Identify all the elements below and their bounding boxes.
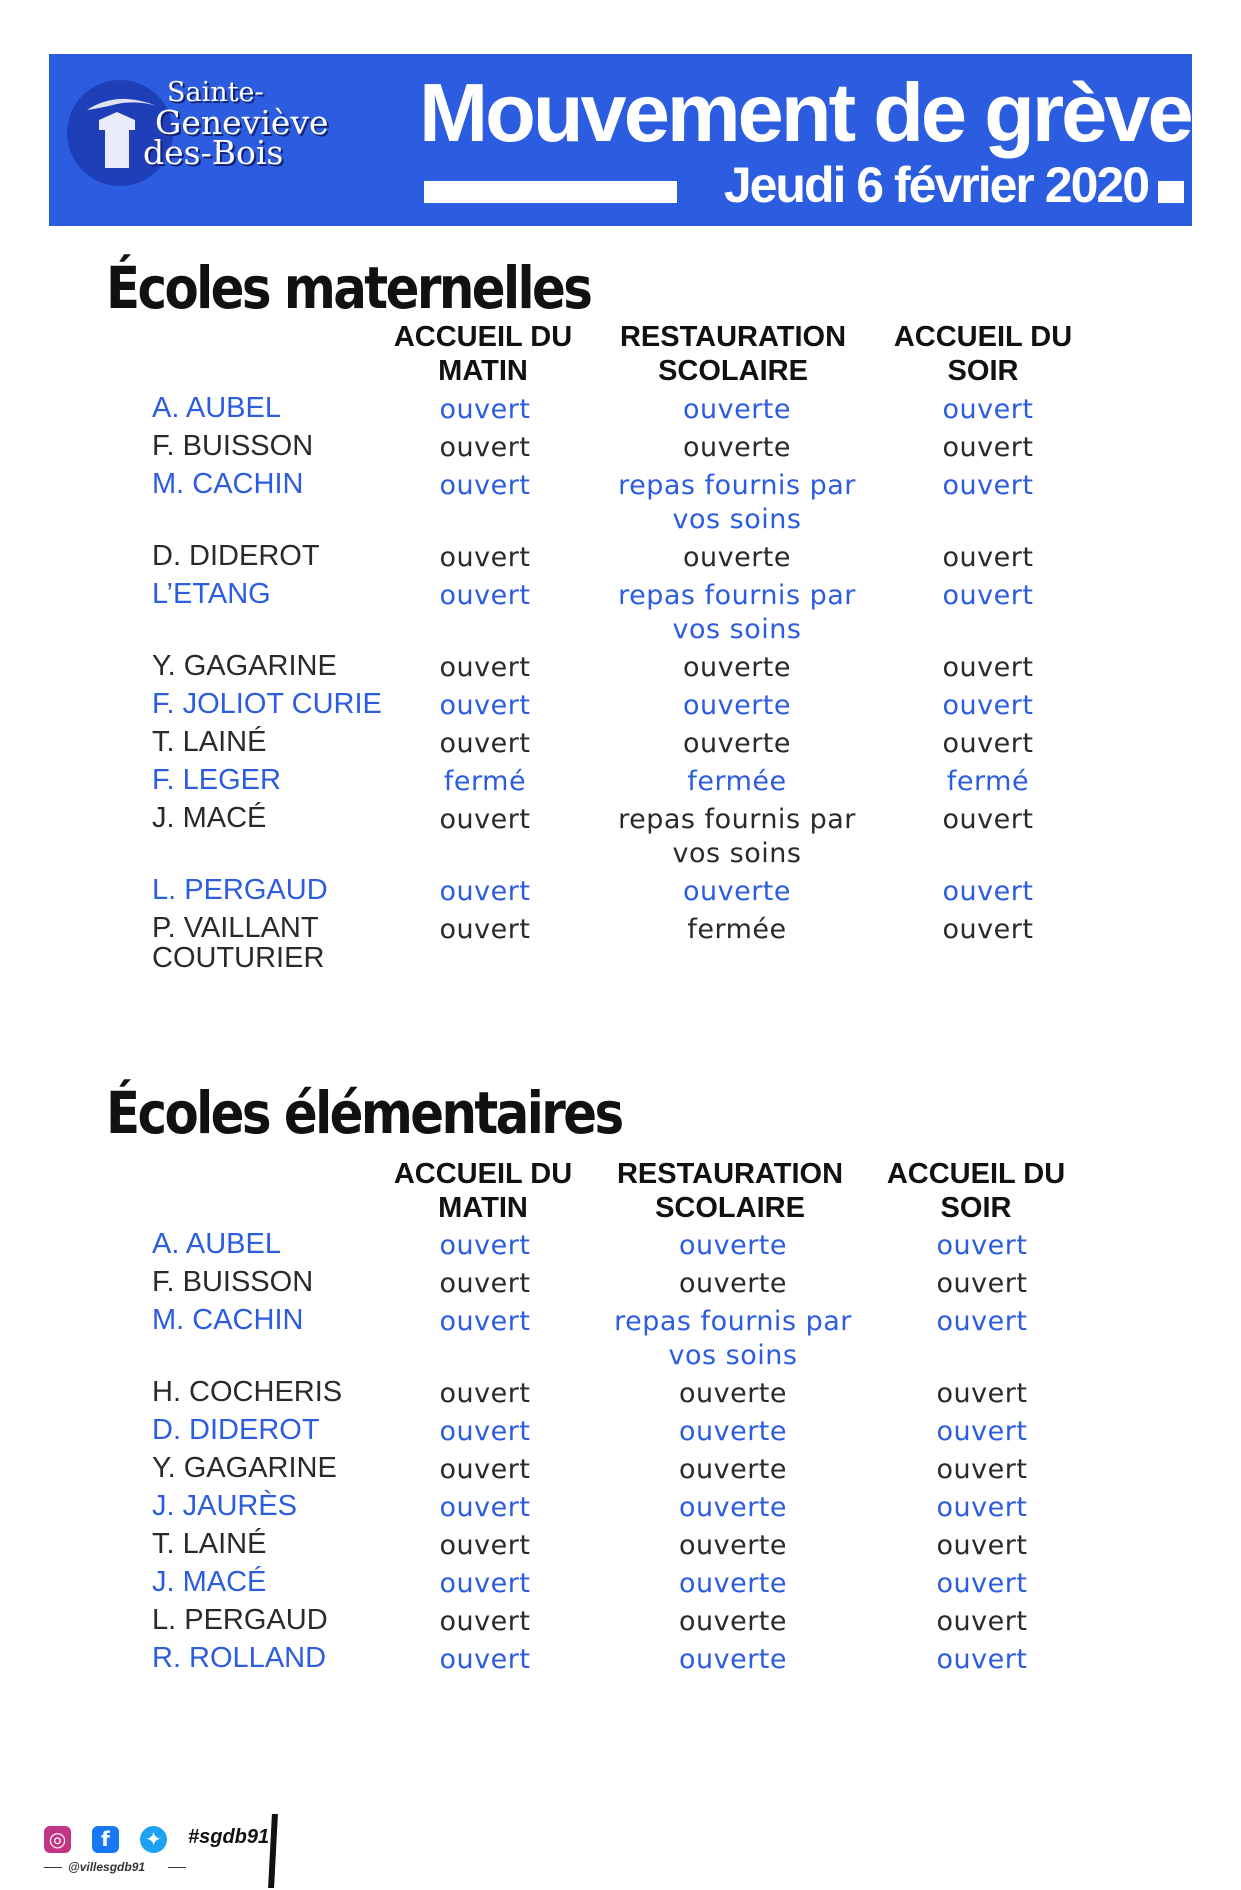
hashtag: #sgdb91 [188, 1826, 270, 1848]
school-name: L. PERGAUD [152, 1604, 328, 1636]
table-row [0, 1529, 1241, 1567]
cell-restauration: repas fournis par vos soins [618, 580, 856, 645]
table-row [0, 1229, 1241, 1267]
cell-restauration: ouverte [682, 652, 792, 683]
table-row [0, 727, 1241, 765]
cell-restauration: ouverte [682, 432, 792, 463]
cell-accueil-matin: ouvert [439, 1268, 531, 1299]
cell-accueil-soir: ouvert [936, 1454, 1028, 1485]
cell-accueil-soir: fermé [946, 766, 1030, 797]
cell-accueil-matin: ouvert [439, 1378, 531, 1409]
cell-accueil-matin: fermé [443, 766, 527, 797]
cell-restauration: ouverte [682, 542, 792, 573]
cell-accueil-soir: ouvert [942, 690, 1034, 721]
table-row [0, 1453, 1241, 1491]
brush-stroke [268, 1814, 278, 1888]
cell-restauration: ouverte [682, 690, 792, 721]
table-row [0, 1377, 1241, 1415]
logo-line-3: des-Bois [143, 133, 284, 172]
table-row [0, 1643, 1241, 1681]
cell-accueil-soir: ouvert [936, 1568, 1028, 1599]
table-row [0, 1605, 1241, 1643]
school-name: T. LAINÉ [152, 726, 267, 758]
footer [44, 1818, 304, 1878]
cell-restauration: ouverte [678, 1454, 788, 1485]
cell-restauration: ouverte [682, 876, 792, 907]
cell-accueil-matin: ouvert [439, 728, 531, 759]
school-name: R. ROLLAND [152, 1642, 327, 1674]
table-row [0, 541, 1241, 579]
cell-restauration: ouverte [678, 1606, 788, 1637]
cell-accueil-matin: ouvert [439, 804, 531, 835]
school-name: Y. GAGARINE [152, 650, 337, 682]
table-row [0, 765, 1241, 803]
school-name: F. LEGER [152, 764, 281, 796]
cell-accueil-soir: ouvert [942, 394, 1034, 425]
cell-restauration: ouverte [678, 1492, 788, 1523]
cell-accueil-matin: ouvert [439, 1454, 531, 1485]
school-name: M. CACHIN [152, 1304, 304, 1336]
facebook-icon[interactable]: f [92, 1826, 119, 1853]
page-title: Mouvement de grève [419, 66, 1191, 159]
cell-accueil-soir: ouvert [942, 876, 1034, 907]
table-elementaires [0, 1229, 1241, 1681]
cell-restauration: ouverte [678, 1230, 788, 1261]
social-handle: @villesgdb91 [68, 1860, 146, 1874]
cell-restauration: ouverte [682, 394, 792, 425]
cell-accueil-matin: ouvert [439, 1644, 531, 1675]
table-row [0, 579, 1241, 651]
table-row [0, 803, 1241, 875]
school-name: T. LAINÉ [152, 1528, 267, 1560]
cell-accueil-matin: ouvert [439, 652, 531, 683]
cell-restauration: fermée [687, 914, 787, 945]
cell-accueil-soir: ouvert [936, 1492, 1028, 1523]
cell-restauration: ouverte [678, 1530, 788, 1561]
cell-restauration: fermée [687, 766, 787, 797]
cell-restauration: ouverte [678, 1568, 788, 1599]
logo-line-2: Geneviève [155, 103, 329, 142]
table-maternelles [0, 393, 1241, 985]
cell-restauration: ouverte [678, 1268, 788, 1299]
cell-accueil-matin: ouvert [439, 394, 531, 425]
cell-accueil-matin: ouvert [439, 690, 531, 721]
table-row [0, 469, 1241, 541]
table-row [0, 1267, 1241, 1305]
cell-accueil-soir: ouvert [942, 542, 1034, 573]
school-name: Y. GAGARINE [152, 1452, 337, 1484]
page-date: Jeudi 6 février 2020 [723, 157, 1148, 213]
cell-accueil-soir: ouvert [936, 1644, 1028, 1675]
school-name: A. AUBEL [152, 1228, 281, 1260]
col-header-matin: ACCUEIL DU MATIN [393, 1158, 573, 1224]
school-name: H. COCHERIS [152, 1376, 343, 1408]
school-name: P. VAILLANT COUTURIER [152, 912, 325, 974]
table-row [0, 1305, 1241, 1377]
table-row [0, 1567, 1241, 1605]
school-name: L’ETANG [152, 578, 271, 610]
cell-accueil-soir: ouvert [942, 470, 1034, 501]
cell-accueil-soir: ouvert [936, 1306, 1028, 1337]
cell-accueil-soir: ouvert [936, 1230, 1028, 1261]
school-name: J. MACÉ [152, 1566, 267, 1598]
table-row [0, 875, 1241, 913]
cell-accueil-matin: ouvert [439, 1306, 531, 1337]
cell-restauration: ouverte [678, 1416, 788, 1447]
cell-accueil-matin: ouvert [439, 432, 531, 463]
school-name: J. JAURÈS [152, 1490, 298, 1522]
divider [44, 1867, 62, 1868]
table-row [0, 431, 1241, 469]
table-row [0, 393, 1241, 431]
col-header-matin: ACCUEIL DU MATIN [393, 321, 573, 387]
cell-accueil-soir: ouvert [936, 1416, 1028, 1447]
school-name: F. JOLIOT CURIE [152, 688, 382, 720]
cell-accueil-soir: ouvert [936, 1268, 1028, 1299]
header-banner [49, 54, 1192, 226]
col-header-restauration: RESTAURATION SCOLAIRE [619, 321, 847, 387]
cell-restauration: ouverte [682, 728, 792, 759]
section-title-elementaires: Écoles élémentaires [106, 1079, 622, 1147]
col-header-restauration: RESTAURATION SCOLAIRE [616, 1158, 844, 1224]
table-row [0, 689, 1241, 727]
cell-accueil-matin: ouvert [439, 1530, 531, 1561]
cell-accueil-matin: ouvert [439, 1568, 531, 1599]
school-name: L. PERGAUD [152, 874, 328, 906]
cell-accueil-matin: ouvert [439, 1230, 531, 1261]
school-name: D. DIDEROT [152, 1414, 320, 1446]
cell-accueil-matin: ouvert [439, 914, 531, 945]
cell-accueil-soir: ouvert [942, 580, 1034, 611]
cell-accueil-soir: ouvert [942, 728, 1034, 759]
school-name: A. AUBEL [152, 392, 281, 424]
cell-accueil-matin: ouvert [439, 470, 531, 501]
instagram-icon[interactable]: ◎ [44, 1826, 71, 1853]
school-name: D. DIDEROT [152, 540, 320, 572]
col-header-soir: ACCUEIL DU SOIR [893, 321, 1073, 387]
divider [168, 1867, 186, 1868]
twitter-icon[interactable]: ✦ [140, 1826, 167, 1853]
date-row [424, 154, 1184, 218]
table-row [0, 1415, 1241, 1453]
cell-accueil-soir: ouvert [942, 652, 1034, 683]
col-header-soir: ACCUEIL DU SOIR [886, 1158, 1066, 1224]
decorative-square [1158, 181, 1184, 203]
cell-accueil-soir: ouvert [942, 804, 1034, 835]
cell-accueil-soir: ouvert [936, 1530, 1028, 1561]
logo-line-1: Sainte- [167, 77, 264, 108]
cell-restauration: ouverte [678, 1644, 788, 1675]
cell-accueil-soir: ouvert [936, 1378, 1028, 1409]
table-row [0, 1491, 1241, 1529]
cell-accueil-soir: ouvert [942, 914, 1034, 945]
cell-accueil-matin: ouvert [439, 542, 531, 573]
school-name: M. CACHIN [152, 468, 304, 500]
cell-accueil-matin: ouvert [439, 580, 531, 611]
cell-restauration: ouverte [678, 1378, 788, 1409]
section-title-maternelles: Écoles maternelles [106, 254, 591, 322]
cell-accueil-soir: ouvert [942, 432, 1034, 463]
table-row [0, 913, 1241, 985]
school-name: J. MACÉ [152, 802, 267, 834]
cell-restauration: repas fournis par vos soins [618, 470, 856, 535]
cell-accueil-matin: ouvert [439, 1416, 531, 1447]
school-name: F. BUISSON [152, 1266, 314, 1298]
school-name: F. BUISSON [152, 430, 314, 462]
cell-accueil-matin: ouvert [439, 1606, 531, 1637]
cell-restauration: repas fournis par vos soins [614, 1306, 852, 1371]
city-logo [65, 72, 345, 197]
cell-accueil-matin: ouvert [439, 876, 531, 907]
cell-accueil-matin: ouvert [439, 1492, 531, 1523]
table-row [0, 651, 1241, 689]
decorative-bar [424, 181, 677, 203]
cell-accueil-soir: ouvert [936, 1606, 1028, 1637]
cell-restauration: repas fournis par vos soins [618, 804, 856, 869]
